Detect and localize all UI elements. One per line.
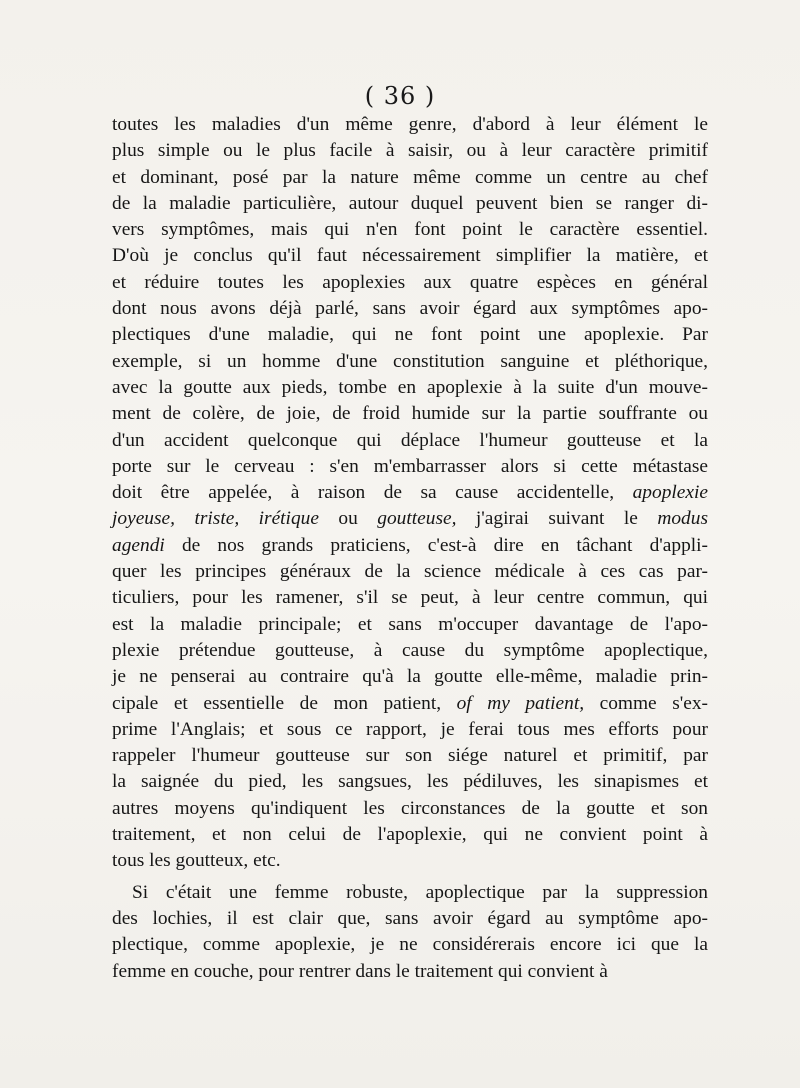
text-line	[112, 349, 708, 375]
text-line	[112, 375, 708, 401]
text-run: de nos grands praticiens, c'est-à dire en tâchant d'appli-	[164, 534, 708, 556]
text-run: dont nous avons déjà parlé, sans avoir égard aux symptômes apo-	[112, 298, 708, 320]
text-line	[112, 533, 708, 559]
text-run: des lochies, il est clair que, sans avoir égard au symptôme apo-	[112, 907, 708, 929]
text-line	[112, 480, 708, 506]
text-run: plexie prétendue goutteuse, à cause du symptôme apoplectique,	[112, 639, 708, 661]
text-line	[112, 454, 708, 480]
text-line	[112, 428, 708, 454]
page-number: ( 36 )	[364, 82, 436, 110]
text-line	[112, 612, 708, 638]
text-line	[112, 112, 708, 138]
italic-text: modus	[657, 508, 708, 530]
text-line	[112, 138, 708, 164]
text-run: est la maladie principale; et sans m'occuper davantage de l'apo-	[112, 613, 708, 635]
paragraph	[112, 880, 708, 985]
text-line	[112, 880, 708, 906]
text-run: rappeler l'humeur goutteuse sur son siége naturel et primitif, par	[112, 745, 708, 767]
text-run: et réduire toutes les apoplexies aux quatre espèces en général	[112, 271, 708, 293]
text-run: autres moyens qu'indiquent les circonstances de la goutte et son	[112, 797, 708, 819]
text-run: comme s'ex-	[584, 692, 708, 714]
text-line	[112, 932, 708, 958]
text-run: avec la goutte aux pieds, tombe en apoplexie à la suite d'un mouve-	[112, 376, 708, 398]
text-line	[112, 296, 708, 322]
text-run: porte sur le cerveau : s'en m'embarrasser alors si cette métastase	[112, 455, 708, 477]
text-run: quer les principes généraux de la science médicale à ces cas par-	[112, 561, 708, 583]
text-line	[112, 959, 708, 985]
text-line	[112, 769, 708, 795]
text-line	[112, 506, 708, 532]
text-run: toutes les maladies d'un même genre, d'abord à leur élément le	[112, 114, 708, 135]
text-line	[112, 270, 708, 296]
text-run: tous les goutteux, etc.	[112, 850, 281, 872]
text-run: d'un accident quelconque qui déplace l'humeur goutteuse et la	[112, 429, 708, 451]
text-run: cipale et essentielle de mon patient,	[112, 692, 457, 714]
text-line	[112, 717, 708, 743]
text-run: D'où je conclus qu'il faut nécessairement simplifier la matière, et	[112, 245, 708, 267]
text-run: ticuliers, pour les ramener, s'il se peut, à leur centre commun, qui	[112, 587, 708, 609]
italic-text: of my patient,	[456, 692, 585, 714]
text-line	[112, 822, 708, 848]
text-line	[112, 848, 708, 874]
text-line	[112, 217, 708, 243]
body-text	[112, 112, 708, 985]
text-line	[112, 664, 708, 690]
text-run: de la maladie particulière, autour duquel peuvent bien se ranger di-	[112, 192, 708, 214]
text-line	[112, 691, 708, 717]
text-line	[112, 165, 708, 191]
text-run: vers symptômes, mais qui n'en font point le caractère essentiel.	[112, 219, 708, 241]
text-line	[112, 559, 708, 585]
text-line	[112, 585, 708, 611]
text-run: plus simple ou le plus facile à saisir, ou à leur caractère primitif	[112, 140, 708, 162]
text-line	[112, 796, 708, 822]
italic-text: apoplexie	[632, 482, 708, 504]
text-run: plectique, comme apoplexie, je ne considérerais encore ici que la	[112, 934, 708, 956]
italic-text: goutteuse,	[377, 508, 457, 530]
text-run: exemple, si un homme d'une constitution sanguine et pléthorique,	[112, 350, 708, 372]
text-run: doit être appelée, à raison de sa cause accidentelle,	[112, 482, 633, 504]
text-run: plectiques d'une maladie, qui ne font point une apoplexie. Par	[112, 324, 708, 346]
text-run: ou	[318, 508, 378, 530]
text-run: j'agirai suivant le	[456, 508, 658, 530]
text-run: la saignée du pied, les sangsues, les pédiluves, les sinapismes et	[112, 771, 708, 793]
italic-text: joyeuse, triste, irétique	[112, 508, 319, 530]
text-line	[112, 743, 708, 769]
text-line	[112, 191, 708, 217]
text-run: traitement, et non celui de l'apoplexie, qui ne convient point à	[112, 824, 708, 846]
text-run: Si c'était une femme robuste, apoplectique par la suppression	[132, 881, 708, 903]
text-run: je ne penserai au contraire qu'à la goutte elle-même, maladie prin-	[112, 666, 708, 688]
text-run: ment de colère, de joie, de froid humide sur la partie souffrante ou	[112, 403, 708, 425]
text-line	[112, 638, 708, 664]
text-run: femme en couche, pour rentrer dans le traitement qui convient à	[112, 960, 608, 982]
text-line	[112, 243, 708, 269]
text-run: et dominant, posé par la nature même comme un centre au chef	[112, 166, 708, 188]
italic-text: agendi	[112, 534, 165, 556]
text-line	[112, 401, 708, 427]
text-line	[112, 322, 708, 348]
text-line	[112, 906, 708, 932]
text-run: prime l'Anglais; et sous ce rapport, je ferai tous mes efforts pour	[112, 718, 708, 740]
paragraph	[112, 112, 708, 875]
